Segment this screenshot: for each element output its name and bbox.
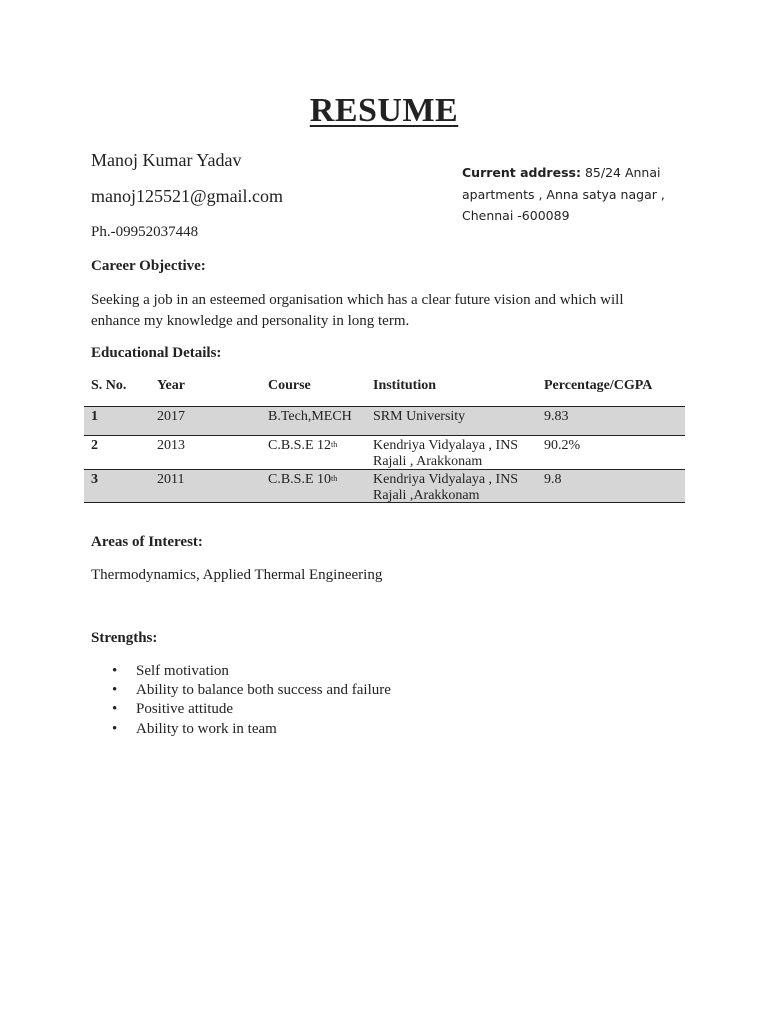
education-heading: Educational Details: <box>91 345 222 361</box>
cell-score: 90.2% <box>544 438 581 453</box>
column-header-institution: Institution <box>373 378 437 393</box>
institution-line-1: Kendriya Vidyalaya , INS <box>373 472 519 487</box>
cell-sno: 3 <box>91 472 98 487</box>
table-row <box>84 469 685 502</box>
column-header-percentage: Percentage/CGPA <box>544 378 653 393</box>
cell-year: 2013 <box>157 438 185 453</box>
column-header-sno: S. No. <box>91 378 127 393</box>
column-header-course: Course <box>268 378 311 393</box>
email-address: manoj125521@gmail.com <box>91 186 284 206</box>
strength-text: Positive attitude <box>136 701 234 718</box>
bullet-icon: • <box>112 682 118 699</box>
address-line-1: 85/24 Annai <box>584 165 661 180</box>
cell-course <box>268 438 337 454</box>
cell-score: 9.8 <box>544 472 562 487</box>
address-line-2: apartments , Anna satya nagar , <box>462 186 665 202</box>
cell-year: 2017 <box>157 409 185 424</box>
cell-course: B.Tech,MECH <box>268 409 352 424</box>
address-line-3: Chennai -600089 <box>462 208 570 223</box>
strength-text: Ability to balance both success and failure <box>136 682 391 699</box>
cell-institution <box>373 472 518 504</box>
table-row <box>84 406 685 435</box>
cell-course <box>268 472 337 488</box>
table-row <box>84 435 685 469</box>
current-address <box>462 162 692 227</box>
institution-line-2: Rajali , Arakkonam <box>373 454 483 469</box>
bullet-icon: • <box>112 663 118 679</box>
cell-institution: SRM University <box>373 409 466 424</box>
course-superscript: th <box>331 440 338 449</box>
cell-year: 2011 <box>157 472 185 487</box>
course-text: C.B.S.E 10 <box>268 472 332 487</box>
areas-of-interest-text: Thermodynamics, Applied Thermal Engineering <box>91 567 383 583</box>
column-header-year: Year <box>157 378 185 393</box>
list-item <box>112 700 391 719</box>
areas-of-interest-heading: Areas of Interest: <box>91 534 203 550</box>
cell-score: 9.83 <box>544 409 569 424</box>
list-item <box>112 662 391 681</box>
table-header-row <box>84 376 685 406</box>
address-label: Current address: <box>462 165 581 180</box>
phone-number: Ph.-09952037448 <box>91 224 199 240</box>
document-title: RESUME <box>309 92 459 129</box>
institution-line-1: Kendriya Vidyalaya , INS <box>373 438 519 453</box>
cell-sno: 2 <box>91 438 98 453</box>
cell-sno: 1 <box>91 409 98 424</box>
education-table <box>84 376 685 503</box>
strengths-list <box>112 662 391 739</box>
candidate-name: Manoj Kumar Yadav <box>91 150 242 170</box>
bullet-icon: • <box>112 720 118 737</box>
career-objective-heading: Career Objective: <box>91 258 206 274</box>
strength-text: Self motivation <box>136 663 229 679</box>
course-text: C.B.S.E 12 <box>268 438 332 453</box>
list-item <box>112 681 391 700</box>
institution-line-2: Rajali ,Arakkonam <box>373 488 480 503</box>
bullet-icon: • <box>112 701 118 718</box>
list-item <box>112 720 391 739</box>
cell-institution <box>373 438 518 470</box>
career-objective-text: Seeking a job in an esteemed organisation which has a clear future vision and which will enhance my knowledge and personality in long term. <box>91 292 624 329</box>
course-superscript: th <box>331 474 338 483</box>
strength-text: Ability to work in team <box>136 720 277 737</box>
strengths-heading: Strengths: <box>91 630 158 646</box>
